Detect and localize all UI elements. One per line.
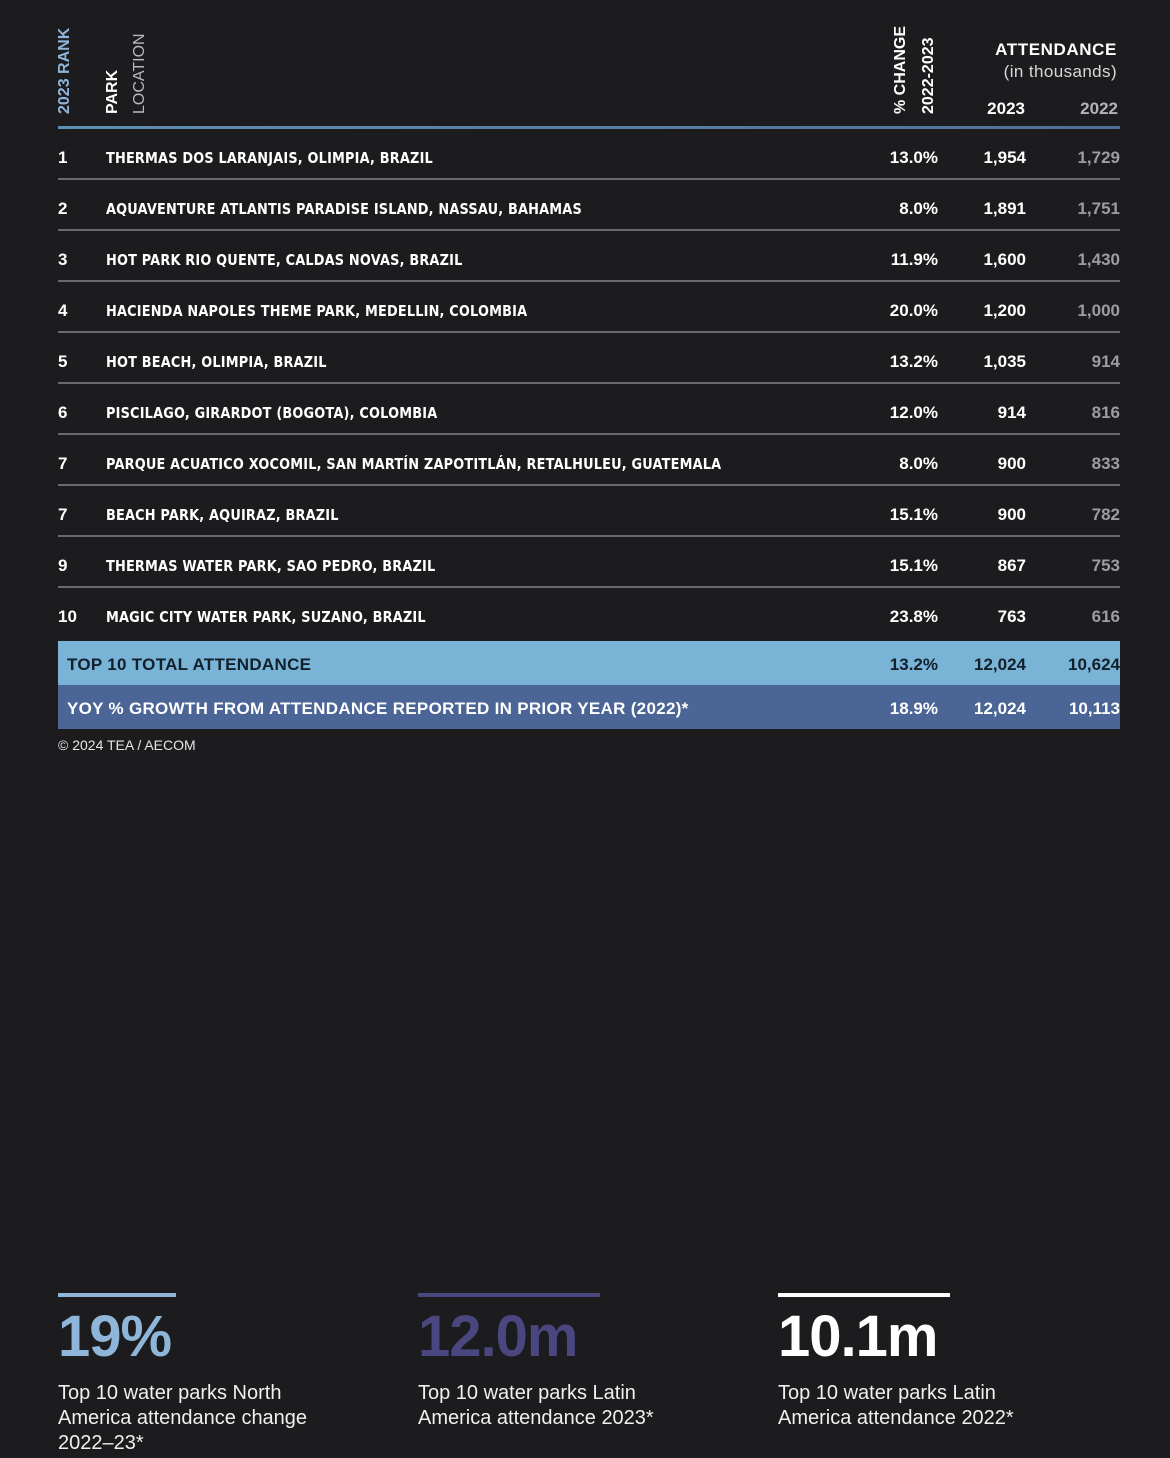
summary-row-total (58, 641, 1120, 685)
summary-pct: 18.9% (889, 699, 938, 718)
row-park: THERMAS DOS LARANJAIS, OLIMPIA, BRAZIL (106, 149, 433, 167)
row-park: PISCILAGO, GIRARDOT (BOGOTA), COLOMBIA (106, 404, 438, 422)
table-row (58, 486, 1120, 537)
row-park: PARQUE ACUATICO XOCOMIL, SAN MARTÍN ZAPOTITLÁN, RETALHULEU, GUATEMALA (106, 455, 722, 473)
table-row (58, 384, 1120, 435)
row-a2022: 616 (1091, 607, 1120, 626)
stat-desc-line: Top 10 water parks Latin (778, 1382, 996, 1404)
row-pct: 15.1% (889, 505, 938, 524)
stat-bar (778, 1293, 950, 1297)
summary-a2022: 10,624 (1068, 655, 1120, 674)
stat-value: 10.1m (778, 1304, 938, 1369)
stat-description (418, 1381, 738, 1431)
stat-description (778, 1381, 1098, 1431)
header-attendance-sub: (in thousands) (1003, 62, 1117, 81)
row-park: MAGIC CITY WATER PARK, SUZANO, BRAZIL (106, 608, 426, 626)
stat-desc-line: America attendance 2023* (418, 1407, 654, 1429)
row-a2022: 914 (1091, 352, 1120, 371)
row-a2022: 782 (1091, 505, 1120, 524)
row-a2023: 1,600 (983, 250, 1026, 269)
stat-desc-line: 2022–23* (58, 1432, 144, 1454)
stat-bar (58, 1293, 176, 1297)
row-a2022: 833 (1091, 454, 1120, 473)
row-rank: 6 (58, 403, 68, 422)
stat-latin-america-2022 (778, 1293, 1098, 1431)
row-a2023: 1,200 (983, 301, 1026, 320)
table-row (58, 180, 1120, 231)
row-park: HOT BEACH, OLIMPIA, BRAZIL (106, 353, 327, 371)
summary-a2022: 10,113 (1068, 699, 1120, 718)
stat-bar (418, 1293, 600, 1297)
table-row (58, 435, 1120, 486)
row-a2022: 1,729 (1077, 148, 1120, 167)
stat-desc-line: America attendance change (58, 1407, 308, 1429)
table-row (58, 537, 1120, 588)
row-a2023: 1,035 (983, 352, 1026, 371)
row-pct: 8.0% (899, 454, 938, 473)
row-rank: 4 (58, 301, 68, 320)
header-year-2023: 2023 (987, 99, 1025, 118)
header-rank: 2023 RANK (56, 27, 73, 114)
summary-a2023: 12,024 (974, 655, 1026, 674)
stat-north-america-change (58, 1293, 378, 1456)
table-row (58, 282, 1120, 333)
row-pct: 23.8% (889, 607, 938, 626)
row-a2023: 763 (997, 607, 1026, 626)
summary-row-yoy (58, 685, 1120, 729)
row-a2022: 816 (1091, 403, 1120, 422)
row-park: AQUAVENTURE ATLANTIS PARADISE ISLAND, NASSAU, BAHAMAS (106, 200, 582, 218)
row-pct: 13.0% (889, 148, 938, 167)
header-attendance: ATTENDANCE (995, 40, 1117, 59)
row-pct: 12.0% (889, 403, 938, 422)
row-a2022: 1,751 (1077, 199, 1120, 218)
row-rank: 10 (58, 607, 77, 626)
ranking-table (58, 129, 1120, 637)
row-rank: 3 (58, 250, 68, 269)
stat-desc-line: Top 10 water parks Latin (418, 1382, 636, 1404)
row-rank: 1 (58, 148, 68, 167)
row-park: HACIENDA NAPOLES THEME PARK, MEDELLIN, COLOMBIA (106, 302, 528, 320)
stat-desc-line: America attendance 2022* (778, 1407, 1014, 1429)
row-a2022: 1,000 (1077, 301, 1120, 320)
summary-label: YOY % GROWTH FROM ATTENDANCE REPORTED IN PRIOR YEAR (2022)* (67, 699, 689, 718)
header-location: LOCATION (131, 33, 148, 114)
table-row (58, 129, 1120, 180)
summary-pct: 13.2% (889, 655, 938, 674)
row-rank: 7 (58, 505, 68, 524)
row-pct: 11.9% (890, 250, 938, 269)
row-park: HOT PARK RIO QUENTE, CALDAS NOVAS, BRAZIL (106, 251, 463, 269)
row-a2023: 1,954 (983, 148, 1026, 167)
summary-a2023: 12,024 (974, 699, 1026, 718)
row-rank: 9 (58, 556, 68, 575)
row-pct: 15.1% (889, 556, 938, 575)
row-a2023: 914 (997, 403, 1026, 422)
stat-value: 19% (58, 1304, 172, 1369)
stat-desc-line: Top 10 water parks North (58, 1382, 282, 1404)
header-park: PARK (104, 69, 121, 114)
table-row (58, 333, 1120, 384)
row-park: THERMAS WATER PARK, SAO PEDRO, BRAZIL (106, 557, 436, 575)
stat-latin-america-2023 (418, 1293, 738, 1431)
row-rank: 2 (58, 199, 68, 218)
row-a2023: 1,891 (983, 199, 1026, 218)
copyright: © 2024 TEA / AECOM (58, 737, 196, 753)
table-row (58, 588, 1120, 637)
row-park: BEACH PARK, AQUIRAZ, BRAZIL (106, 506, 339, 524)
header-pct-years: 2022-2023 (920, 37, 937, 114)
row-a2023: 867 (997, 556, 1026, 575)
row-a2023: 900 (997, 505, 1026, 524)
stat-value: 12.0m (418, 1304, 578, 1369)
header-year-2022: 2022 (1080, 99, 1118, 118)
row-a2023: 900 (997, 454, 1026, 473)
row-pct: 20.0% (889, 301, 938, 320)
table-row (58, 231, 1120, 282)
stat-description (58, 1381, 378, 1456)
row-a2022: 753 (1091, 556, 1120, 575)
row-pct: 8.0% (899, 199, 938, 218)
header-pct-change: % CHANGE (892, 25, 909, 114)
row-rank: 5 (58, 352, 68, 371)
row-a2022: 1,430 (1077, 250, 1120, 269)
summary-label: TOP 10 TOTAL ATTENDANCE (67, 655, 312, 674)
row-pct: 13.2% (889, 352, 938, 371)
row-rank: 7 (58, 454, 68, 473)
